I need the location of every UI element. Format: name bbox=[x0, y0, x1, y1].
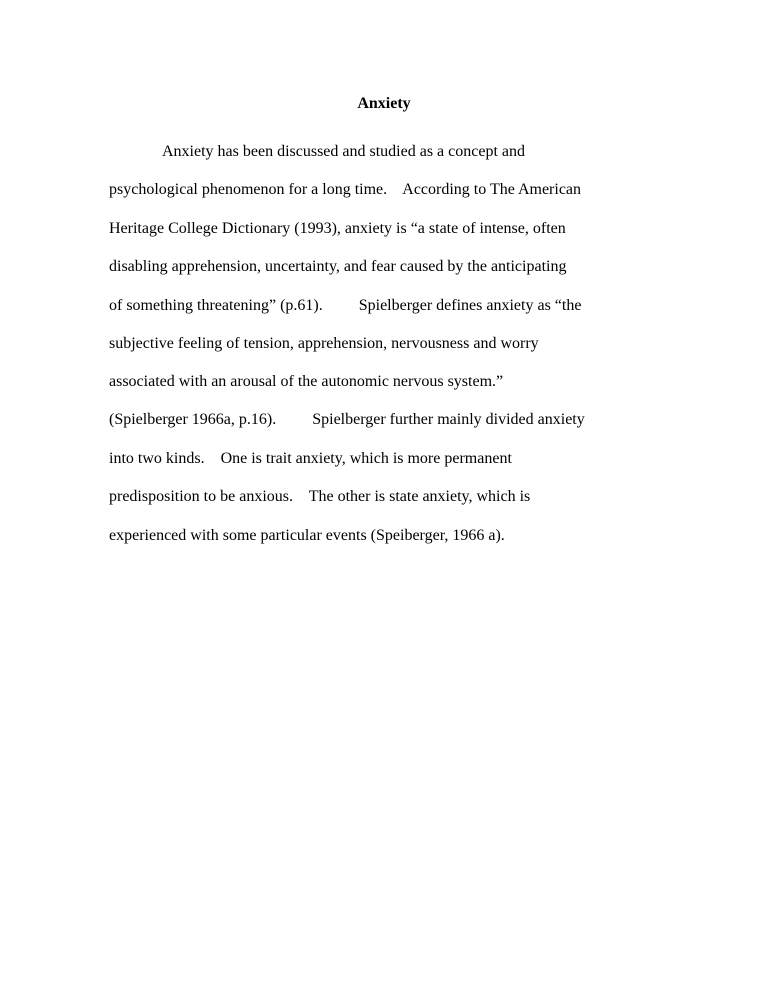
paragraph-line: psychological phenomenon for a long time. According to The American bbox=[109, 181, 582, 198]
paragraph-line: Heritage College Dictionary (1993), anxiety is “a state of intense, often bbox=[109, 220, 566, 237]
paragraph-line: subjective feeling of tension, apprehension, nervousness and worry bbox=[109, 335, 539, 352]
paragraph-line: associated with an arousal of the autonomic nervous system.” bbox=[109, 373, 504, 390]
paragraph-line: experienced with some particular events (Speiberger, 1966 a). bbox=[109, 527, 505, 544]
paragraph-line: (Spielberger 1966a, p.16). Spielberger further mainly divided anxiety bbox=[109, 411, 585, 428]
paragraph-line: predisposition to be anxious. The other is state anxiety, which is bbox=[109, 488, 531, 505]
paragraph-line: of something threatening” (p.61). Spielberger defines anxiety as “the bbox=[109, 297, 582, 314]
paragraph-line: Anxiety has been discussed and studied as a concept and bbox=[162, 143, 526, 160]
paragraph-line: into two kinds. One is trait anxiety, which is more permanent bbox=[109, 450, 512, 467]
document-title: Anxiety bbox=[357, 95, 411, 112]
paragraph-line: disabling apprehension, uncertainty, and fear caused by the anticipating bbox=[109, 258, 567, 275]
